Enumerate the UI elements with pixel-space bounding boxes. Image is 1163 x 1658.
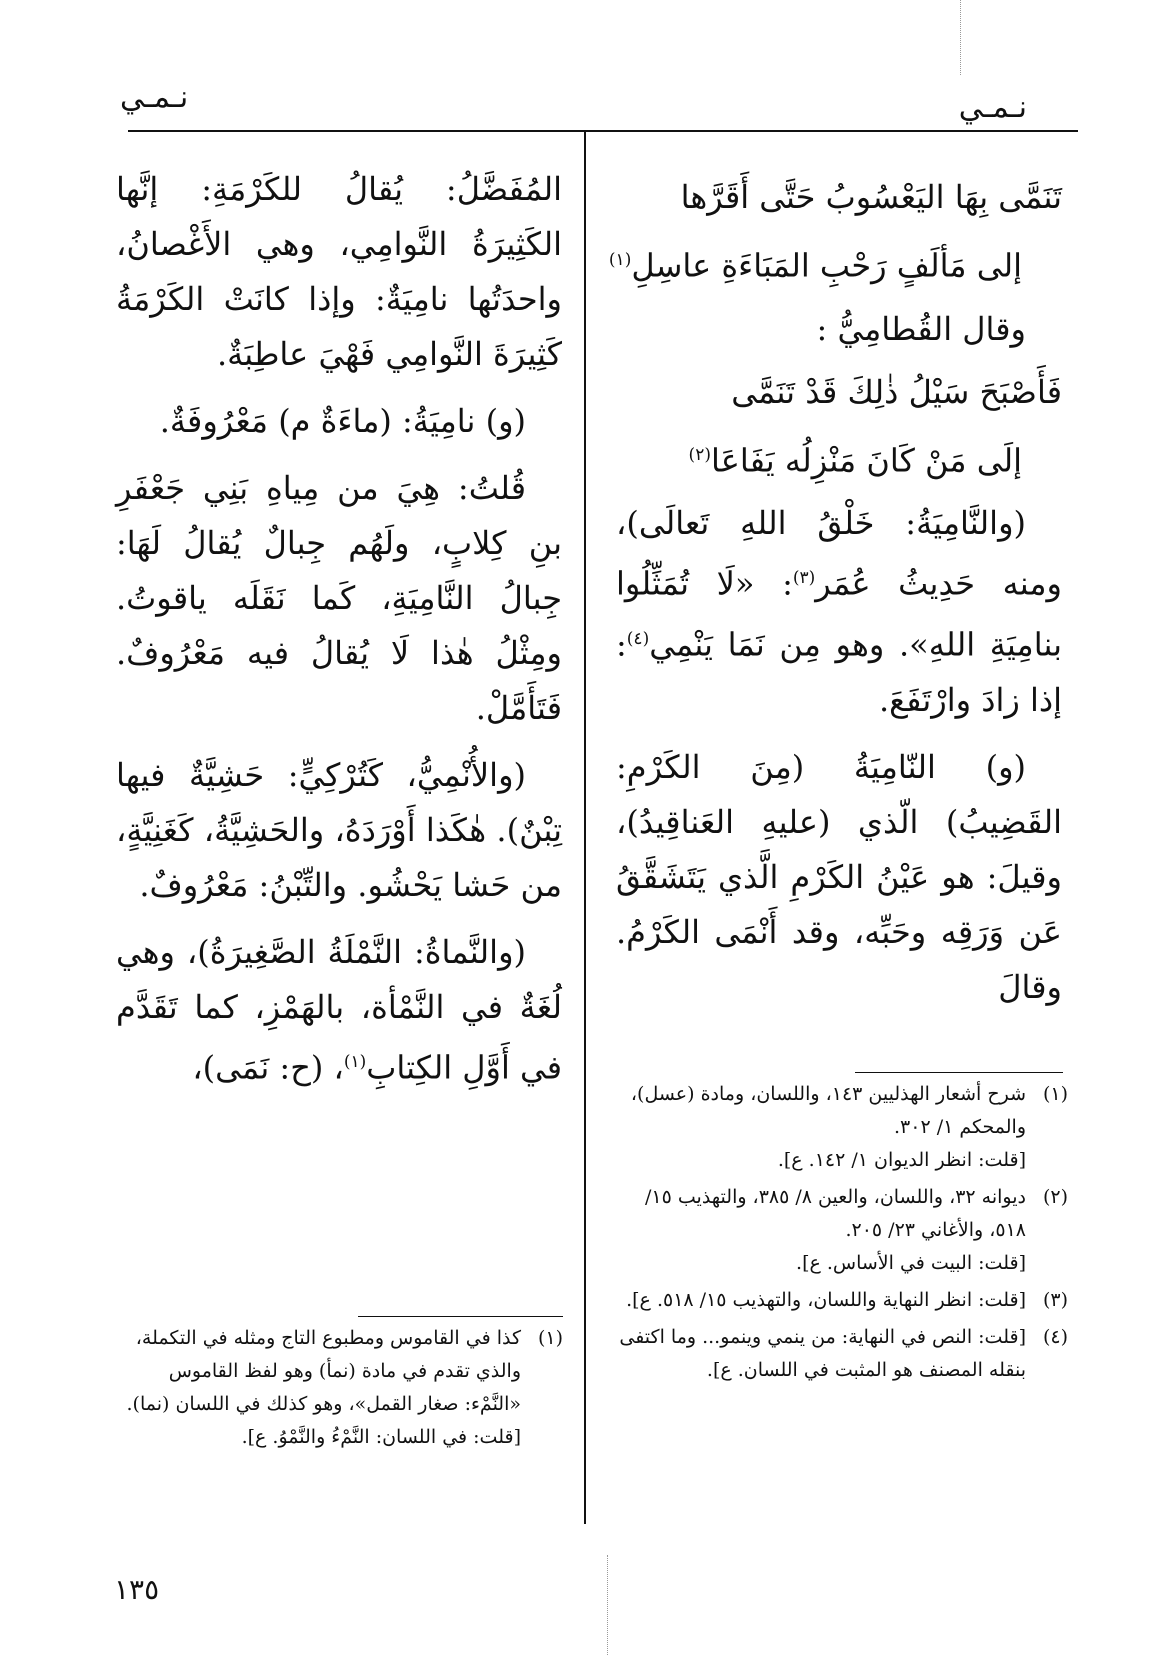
footnote-number: (١) xyxy=(1042,1083,1068,1105)
verse-2-line-1: فَأَصْبَحَ سَيْلُ ذٰلِكَ قَدْ تَنَمَّى xyxy=(731,372,1062,411)
paragraph-text: (والنَّامِيَةُ: خَلْقُ اللهِ تَعالَى)، ومنه حَدِيثُ عُمَر xyxy=(616,504,1063,603)
fold-mark-top xyxy=(960,0,961,75)
footnote xyxy=(616,1181,1068,1280)
paragraph-mufaddal: المُفَضَّلُ: يُقالُ للكَرْمَةِ: إنَّها الكَثِيرَةُ النَّوامِي، وهي الأَغْصانُ، واحدَتُها نامِيَةٌ: وإذا كانَتْ الكَرْمَةُ كَثِيرَةَ النَّوامِي فَهْيَ عاطِبَةٌ. xyxy=(116,170,562,373)
footnote-line: [قلت: البيت في الأساس. ع]. xyxy=(796,1252,1026,1274)
footnote-number: (١) xyxy=(537,1327,563,1349)
footnote-number: (٤) xyxy=(1042,1326,1068,1348)
paragraph-qultu: قُلتُ: هِيَ من مِياهِ بَنِي جَعْفَرِ بنِ كِلابٍ، ولَهُم جِبالٌ يُقالُ لَهَا: جِبالُ النَّامِيَةِ، كَما نَقَلَه ياقوتُ. ومِثْلُ هٰذا لَا يُقالُ فيه مَعْرُوفٌ. فَتَأَمَّلْ. xyxy=(116,469,562,727)
running-header-left: نـمـي xyxy=(120,80,189,115)
paragraph-namiya-water: (و) نامِيَةُ: (ماءَةٌ م) مَعْرُوفَةٌ. xyxy=(159,402,526,440)
paragraph-unmiy: (والأُنْمِيُّ، كَتُرْكِيٍّ: حَشِيَّةٌ فيها تِبْنٌ). هٰكَذا أَوْرَدَهُ، والحَشِيَّةُ، كَغَنِيَّةٍ، من حَشا يَحْشُو. والتِّبْنُ: مَعْرُوفٌ. xyxy=(116,756,562,904)
right-column xyxy=(608,170,1063,1027)
footnote xyxy=(616,1078,1068,1177)
footnote-line: [قلت: النص في النهاية: من ينمي وينمو... وما اكتفى بنقله المصنف هو المثبت في اللسان. ع]. xyxy=(619,1326,1026,1381)
verse-1-line-2 xyxy=(608,233,1062,294)
footnote-line: شرح أشعار الهذليين ١٤٣، واللسان، ومادة (عسل)، والمحكم ١/ ٣٠٢. xyxy=(630,1083,1026,1138)
verse-1-line-2-text: إلى مَألَفٍ رَحْبِ المَبَاءَةِ عاسِلِ xyxy=(631,246,1022,285)
paragraph-text: : «لَا تُمَثِّلُوا بنامِيَةِ اللهِ». وهو مِن نَمَا يَنْمِي xyxy=(616,564,1062,664)
left-column xyxy=(116,162,562,1108)
footnote-ref: (٣) xyxy=(792,568,816,589)
footnote-line: [قلت: انظر الديوان ١/ ١٤٢. ع]. xyxy=(777,1149,1026,1171)
header-rule xyxy=(128,130,1078,132)
footnotes-left xyxy=(118,1322,563,1458)
footnote xyxy=(118,1322,563,1454)
footnote-rule-left xyxy=(358,1316,563,1317)
paragraph-namat xyxy=(116,925,562,1096)
footnote-ref: (١) xyxy=(343,1052,367,1072)
footnote-rule-right xyxy=(855,1072,1063,1073)
footnote xyxy=(616,1321,1068,1387)
footnote-ref: (١) xyxy=(608,250,632,270)
fold-mark-bottom xyxy=(607,1555,608,1655)
footnotes-right xyxy=(616,1078,1068,1391)
running-header-right: نـمـي xyxy=(958,90,1027,125)
verse-1-line-1: تَنَمَّى بِهَا اليَعْسُوبُ حَتَّى أَقَرَّها xyxy=(680,178,1062,216)
paragraph-text: (والنَّماةُ: النَّمْلَةُ الصَّغِيرَةُ)، وهي لُغَةٌ في النَّمْأة، بالهَمْزِ، كما تَقَدَّم في أَوَّلِ الكِتابِ xyxy=(116,933,562,1087)
paragraph-text: : إذا زادَ وارْتَفَعَ. xyxy=(616,625,1062,719)
paragraph-namiya xyxy=(616,496,1062,727)
footnote-line: كذا في القاموس ومطبوع التاج ومثله في التكملة، والذي تقدم في مادة (نمأ) وهو لفظ القاموس «النَّمْء: صغار القمل»، وهو كذلك في اللسان (نما). [قلت: في اللسان: النَّمْءُ والنَّمْوُ. ع]. xyxy=(126,1327,521,1448)
footnote-number: (٢) xyxy=(1042,1186,1068,1208)
verse-2-line-2-text: إلَى مَنْ كَانَ مَنْزِلُه يَفَاعَا xyxy=(710,441,1022,480)
footnote xyxy=(616,1284,1068,1317)
footnote-number: (٣) xyxy=(1042,1289,1068,1311)
verse-intro: وقال القُطامِيُّ : xyxy=(816,309,1026,348)
paragraph-karm: (و) النّامِيَةُ (مِنَ الكَرْمِ: القَضِيبُ) الّذي (عليهِ العَناقِيدُ)، وقيلَ: هو عَيْنُ الكَرْمِ الَّذي يَتَشَقَّقُ عَن وَرَقِه وحَبِّه، وقد أَنْمَى الكَرْمُ. وقالَ xyxy=(616,747,1062,1006)
footnote-line: [قلت: انظر النهاية واللسان، والتهذيب ١٥/ ٥١٨. ع]. xyxy=(626,1289,1026,1311)
page-number: ١٣٥ xyxy=(114,1573,160,1606)
footnote-ref: (٢) xyxy=(688,444,711,465)
footnote-line: ديوانه ٣٢، واللسان، والعين ٨/ ٣٨٥، والتهذيب ١٥/ ٥١٨، والأغاني ٢٣/ ٢٠٥. xyxy=(645,1186,1026,1241)
paragraph-text: ، (ح: نَمَى)، xyxy=(192,1048,344,1087)
footnote-ref: (٤) xyxy=(626,628,650,649)
verse-2-line-2 xyxy=(616,428,1062,489)
column-divider xyxy=(584,132,586,1524)
